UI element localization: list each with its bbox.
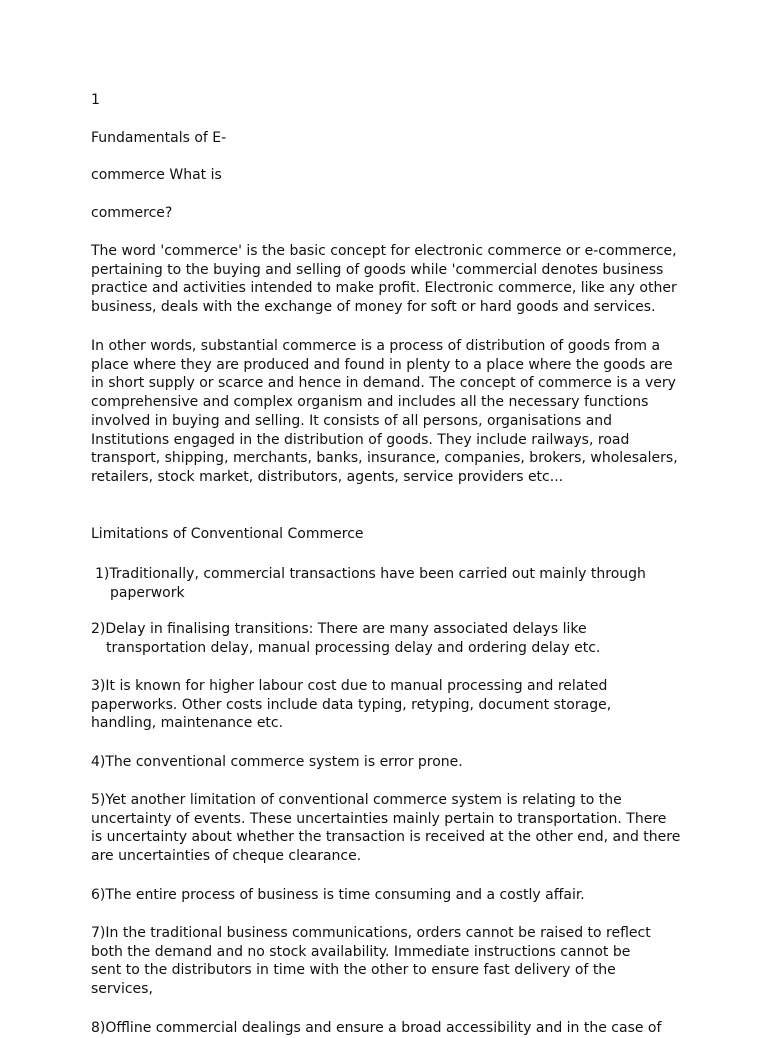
list-item-text: Traditionally, commercial transactions have been carried out mainly through — [109, 566, 646, 582]
list-item-number: 7) — [91, 925, 106, 941]
list-item-4 — [91, 753, 681, 772]
page-number: 1 — [91, 92, 100, 108]
second-paragraph — [91, 337, 681, 487]
list-item-text: The conventional commerce system is error prone. — [105, 754, 463, 770]
paragraph-line: Institutions engaged in the distribution of goods. They include railways, road — [91, 431, 630, 448]
list-item-number: 1) — [95, 566, 110, 582]
list-item-text: sent to the distributors in time with the other to ensure fast delivery of the — [91, 962, 616, 979]
list-item-8 — [91, 1019, 681, 1038]
list-item-3 — [91, 677, 681, 733]
paragraph-line: in short supply or scarce and hence in demand. The concept of commerce is a very — [91, 375, 676, 392]
list-item-text: uncertainty of events. These uncertainties mainly pertain to transportation. There — [91, 810, 667, 827]
list-item-number: 4) — [91, 754, 106, 770]
list-item-text: Yet another limitation of conventional commerce system is relating to the — [105, 792, 622, 808]
list-item-text: are uncertainties of cheque clearance. — [91, 848, 362, 865]
list-item-number: 6) — [91, 887, 106, 903]
paragraph-line: pertaining to the buying and selling of goods while 'commercial denotes business — [91, 261, 664, 278]
title-line-1: Fundamentals of E- — [91, 130, 227, 146]
paragraph-line: involved in buying and selling. It consists of all persons, organisations and — [91, 412, 613, 429]
list-item-text: transportation delay, manual processing delay and ordering delay etc. — [106, 639, 601, 656]
list-item-2 — [91, 620, 681, 657]
paragraph-line: The word 'commerce' is the basic concept for electronic commerce or e-commerce, — [91, 243, 677, 259]
list-item-text: is uncertainty about whether the transaction is received at the other end, and there — [91, 829, 681, 846]
list-item-text: services, — [91, 981, 153, 998]
section-heading: Limitations of Conventional Commerce — [91, 526, 364, 542]
list-item-text: The entire process of business is time consuming and a costly affair. — [105, 887, 585, 903]
list-item-7 — [91, 924, 681, 999]
paragraph-line: retailers, stock market, distributors, agents, service providers etc... — [91, 468, 564, 485]
paragraph-line: transport, shipping, merchants, banks, insurance, companies, brokers, wholesalers, — [91, 450, 678, 467]
paragraph-line: comprehensive and complex organism and includes all the necessary functions — [91, 394, 649, 411]
list-item-text: Delay in finalising transitions: There are many associated delays like — [105, 621, 587, 637]
list-item-number: 2) — [91, 621, 106, 637]
title-line-3: commerce? — [91, 205, 173, 221]
list-item-1 — [95, 565, 685, 602]
list-item-text: It is known for higher labour cost due to manual processing and related — [105, 678, 608, 694]
paragraph-line: business, deals with the exchange of money for soft or hard goods and services. — [91, 299, 656, 316]
paragraph-line: place where they are produced and found in plenty to a place where the goods are — [91, 356, 673, 373]
list-item-number: 8) — [91, 1020, 106, 1036]
list-item-number: 3) — [91, 678, 106, 694]
list-item-text: paperworks. Other costs include data typing, retyping, document storage, — [91, 696, 612, 713]
list-item-5 — [91, 791, 681, 866]
title-line-2: commerce What is — [91, 167, 222, 183]
list-item-text: paperwork — [110, 584, 185, 601]
list-item-text: Offline commercial dealings and ensure a broad accessibility and in the case of — [105, 1020, 662, 1036]
paragraph-line: In other words, substantial commerce is a process of distribution of goods from a — [91, 338, 661, 354]
list-item-number: 5) — [91, 792, 106, 808]
paragraph-line: practice and activities intended to make profit. Electronic commerce, like any other — [91, 280, 677, 297]
list-item-text: handling, maintenance etc. — [91, 715, 284, 732]
list-item-text: In the traditional business communications, orders cannot be raised to reflect — [105, 925, 651, 941]
list-item-text: both the demand and no stock availability. Immediate instructions cannot be — [91, 943, 631, 960]
intro-paragraph — [91, 242, 681, 317]
list-item-6 — [91, 886, 681, 905]
